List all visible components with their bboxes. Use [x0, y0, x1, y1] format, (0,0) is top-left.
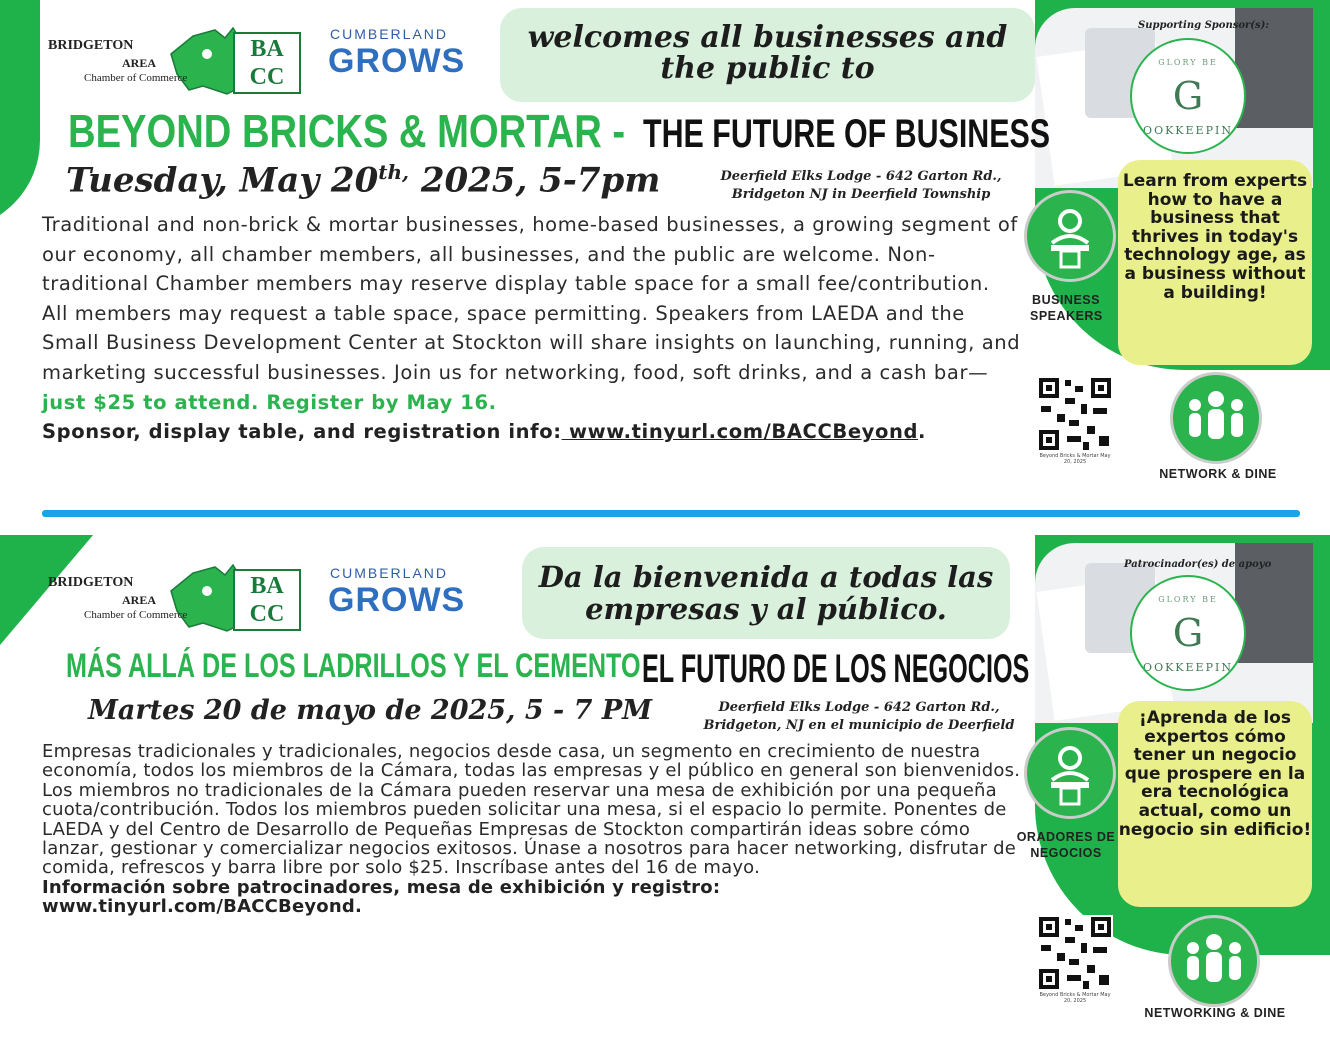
venue-line2: Bridgeton NJ in Deerfield Township [731, 187, 991, 202]
title-black: EL FUTURO DE LOS NEGOCIOS [642, 647, 1030, 691]
title-green: BEYOND BRICKS & MORTAR - [68, 105, 626, 157]
body-text [42, 210, 1022, 447]
venue [706, 168, 1016, 204]
logo-cumberland: CUMBERLAND [330, 565, 449, 581]
qr-code-icon[interactable] [1037, 376, 1113, 452]
event-date: Martes 20 de mayo de 2025, 5 - 7 PM [88, 695, 653, 726]
glory-be-logo [1130, 575, 1246, 691]
business-speakers-label: BUSINESS SPEAKERS [1030, 293, 1103, 323]
callout-box: ¡Aprenda de los expertos cómo tener un negocio que prospere en la era tecnológica actual, como un negocio sin edificio! [1118, 701, 1312, 907]
callout-box: Learn from experts how to have a business that thrives in today's technology age, as a business without a building! [1118, 160, 1312, 365]
logo-cc: CC [249, 64, 285, 90]
logo-ba: BA [250, 36, 284, 62]
logo-letter: G [1172, 611, 1204, 655]
network-icon [1170, 372, 1262, 464]
speaker-icon [1024, 727, 1116, 819]
logo-ba: BA [250, 573, 284, 599]
price-highlight: just $25 to attend. Register by May 16. [42, 390, 497, 414]
logo-area: AREA [122, 56, 157, 70]
body-paragraph: Empresas tradicionales y tradicionales, negocios desde casa, un segmento en crecimiento de nuestra economía, todos los miembros de la Cámara, todas las empresas y el público en general son bienvenidos. Los miembros no tradicionales de la Cámara pueden reservar una mesa de exhibición por una pequeña cuota/contribución. Todos los miembros pueden solicitar una mesa, si el espacio lo permite. Ponentes de LAEDA y del Centro de Desarrollo de Pequeñas Empresas de Stockton compartirán ideas sobre cómo lanzar, gestionar y comercializar negocios exitosos. Únase a nosotros para hacer networking, disfrutar de comida, refrescos y barra libre por solo $25. Inscríbase antes del 16 de mayo. [42, 741, 1021, 879]
registration-link[interactable]: www.tinyurl.com/BACCBeyond [561, 420, 919, 444]
people-icon [1171, 918, 1257, 1004]
logo-grows: GROWS [328, 581, 466, 619]
info-end: . [918, 420, 927, 444]
sponsor-label: Supporting Sponsor(s): [1138, 20, 1270, 31]
speaker-icon [1024, 190, 1116, 282]
spanish-flyer [0, 535, 1330, 1051]
title-green: MÁS ALLÁ DE LOS LADRILLOS Y EL CEMENTO - [66, 647, 656, 685]
people-icon [1173, 375, 1259, 461]
date-main: Tuesday, May 20 [66, 160, 379, 201]
welcome-banner: Da la bienvenida a todas las empresas y al público. [522, 547, 1010, 639]
logo-grows: GROWS [328, 42, 466, 80]
event-date [66, 160, 660, 200]
logo-cc: CC [249, 601, 285, 627]
cumberland-grows-logo [328, 565, 478, 625]
qr-caption: Beyond Bricks & Mortar May 20, 2025 [1039, 992, 1111, 1004]
logo-bridgeton: BRIDGETON [48, 575, 134, 590]
green-corner-left [0, 0, 40, 230]
qr-caption: Beyond Bricks & Mortar May 20, 2025 [1039, 453, 1111, 465]
logo-text-bottom: OOKKEEPIN [1143, 124, 1233, 137]
body-paragraph: Traditional and non-brick & mortar businesses, home-based businesses, a growing segment of our economy, all chamber members, all businesses, and the public are welcome. Non-traditional Chamber members may reserve display table space for a small fee/contribution. All members may request a table space, space permitting. Speakers from LAEDA and the Small Business Development Center at Stockton will share insights on launching, running, and marketing successful businesses. Join us for networking, food, soft drinks, and a cash bar— [42, 213, 1021, 384]
podium-icon [1027, 730, 1113, 816]
logo-chamber: Chamber of Commerce [84, 609, 188, 621]
venue-line1: Deerfield Elks Lodge - 642 Garton Rd., [720, 169, 1002, 184]
networking-dine-label: NETWORKING & DINE [1144, 1006, 1286, 1020]
logo-text-bottom: OOKKEEPIN [1143, 661, 1233, 674]
logo-chamber: Chamber of Commerce [84, 72, 188, 84]
title-black: THE FUTURE OF BUSINESS [643, 112, 1051, 156]
venue-line1: Deerfield Elks Lodge - 642 Garton Rd., [718, 700, 1000, 715]
info-label: Sponsor, display table, and registration info: [42, 420, 562, 444]
date-sup: th, [378, 160, 409, 184]
logo-area: AREA [122, 593, 157, 607]
network-dine-label: NETWORK & DINE [1159, 467, 1277, 481]
body-text [42, 742, 1027, 917]
logo-text: GLORY BE [1158, 58, 1218, 67]
date-rest: 2025, 5-7pm [408, 160, 661, 201]
logo-cumberland: CUMBERLAND [330, 26, 449, 42]
glory-be-logo [1130, 38, 1246, 154]
logo-bacc-box [233, 32, 301, 94]
welcome-banner: welcomes all businesses and the public to [500, 8, 1035, 102]
venue [698, 699, 1020, 735]
section-divider [42, 510, 1300, 517]
cumberland-grows-logo [328, 26, 478, 86]
logo-letter: G [1172, 74, 1204, 118]
logo-bridgeton: BRIDGETON [48, 38, 134, 53]
english-flyer [0, 0, 1330, 510]
venue-line2: Bridgeton, NJ en el municipio de Deerfield [703, 718, 1015, 733]
info-text[interactable]: Información sobre patrocinadores, mesa de exhibición y registro: www.tinyurl.com/BACCBeyond. [42, 876, 721, 918]
oradores-label: ORADORES DE NEGOCIOS [1016, 830, 1116, 860]
logo-bacc-box [233, 569, 301, 631]
network-icon [1168, 915, 1260, 1007]
qr-code-icon[interactable] [1037, 915, 1113, 991]
logo-text: GLORY BE [1158, 595, 1218, 604]
podium-icon [1027, 193, 1113, 279]
bacc-logo [48, 561, 298, 633]
sponsor-label: Patrocinador(es) de apoyo [1124, 559, 1272, 570]
bacc-logo [48, 24, 298, 96]
